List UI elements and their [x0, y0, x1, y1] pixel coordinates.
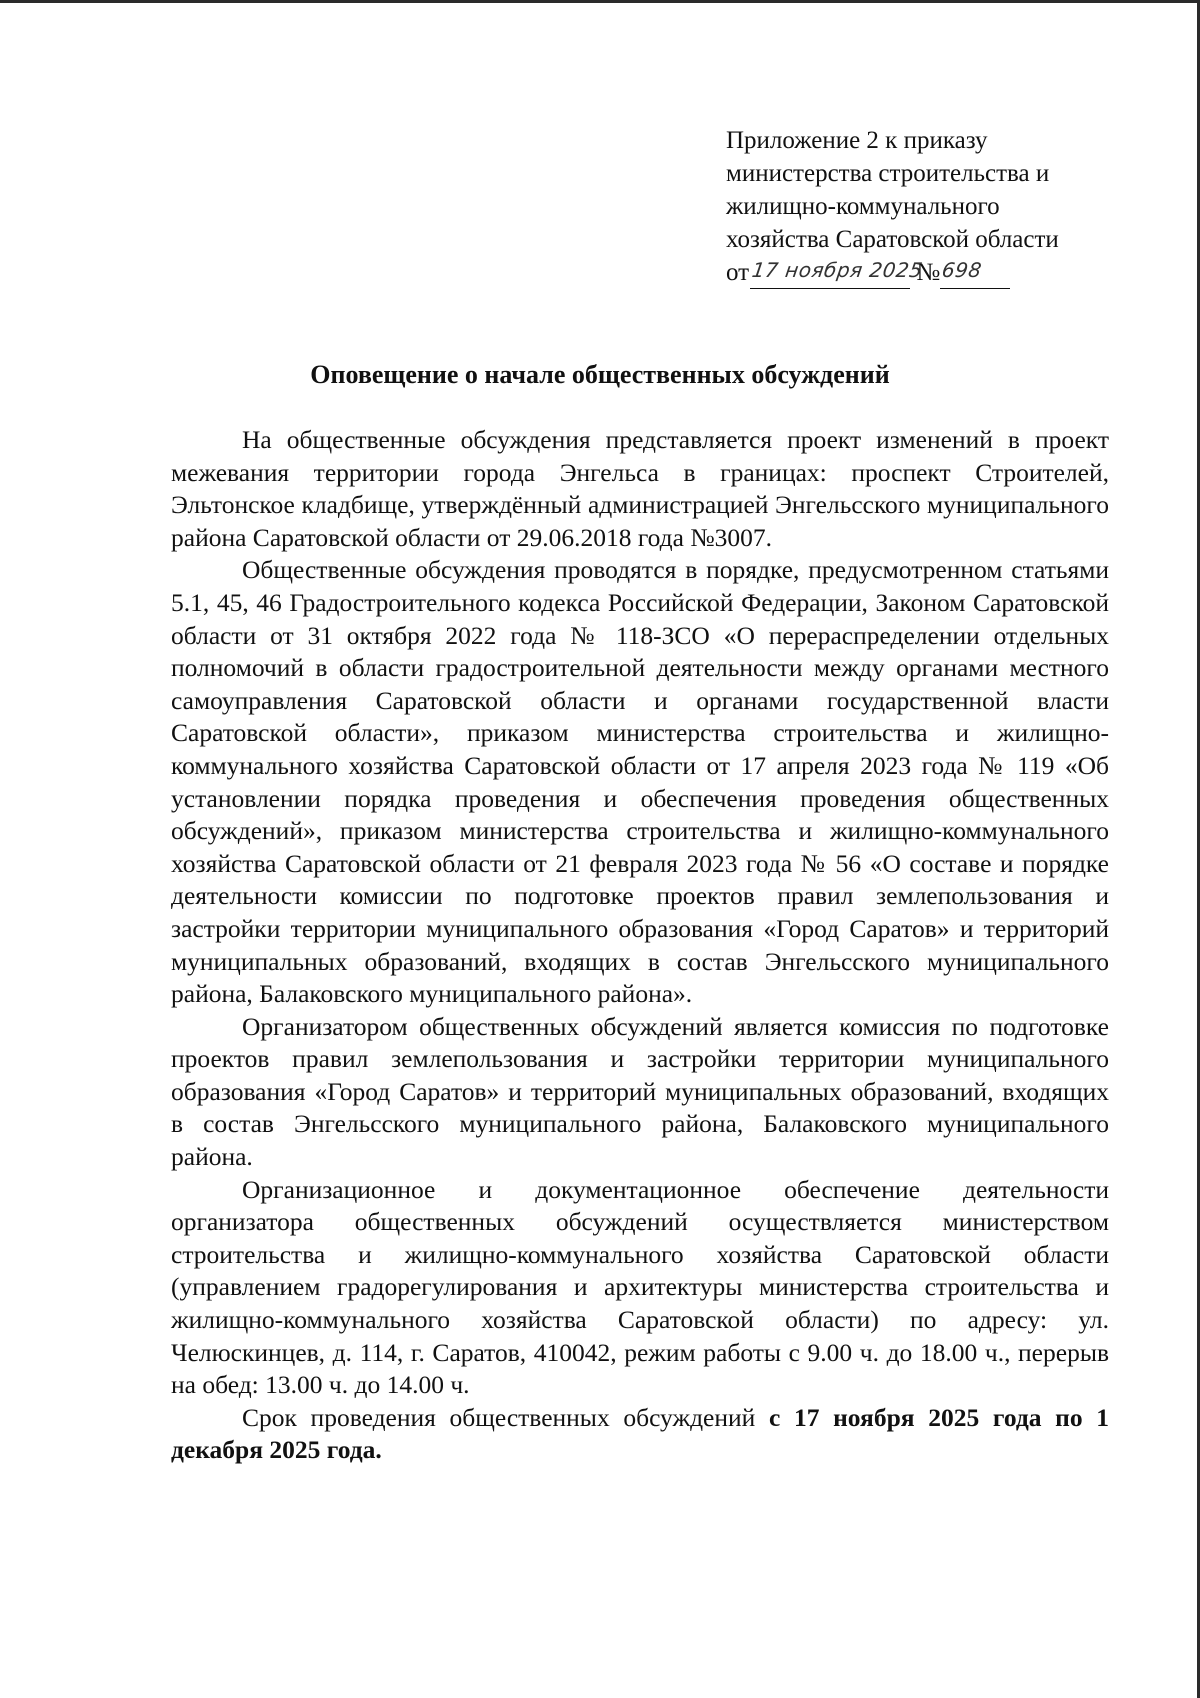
paragraph-1: На общественные обсуждения представляется проект изменений в проект межевания территории города Энгельса в границах: проспект Строителей, Эльтонское кладбище, утверждённый администрацией Энгельсского муниципального района Саратовской области от 29.06.2018 года №3007.: [171, 425, 1109, 552]
paragraph-5: [171, 1402, 1109, 1467]
appendix-line-3: жилищно-коммунального: [726, 193, 1000, 220]
scan-edge-top: [0, 0, 1200, 3]
order-number-field: [940, 258, 1010, 289]
appendix-line-1: Приложение 2 к приказу: [726, 127, 988, 154]
paragraph-3: Организатором общественных обсуждений является комиссия по подготовке проектов правил землепользования и застройки территории муниципального образования «Город Саратов» и территорий муниципальных образований, входящих в состав Энгельсского муниципального района, Балаковского муниципального района.: [171, 1011, 1109, 1172]
appendix-line-4: хозяйства Саратовской области: [726, 226, 1059, 253]
order-date-field: [750, 258, 925, 289]
appendix-line-2: министерства строительства и: [726, 160, 1050, 187]
from-label: от: [726, 259, 750, 286]
paragraph-4: Организационное и документационное обеспечение деятельности организатора общественных обсуждений осуществляется министерством строительства и жилищно-коммунального хозяйства Саратовской области (управлением градорегулирования и архитектуры министерства строительства и жилищно-коммунального хозяйства Саратовской области) по адресу: ул. Челюскинцев, д. 114, г. Саратов, 410042, режим работы с 9.00 ч. до 18.00 ч., перерыв на обед: 13.00 ч. до 14.00 ч.: [171, 1174, 1109, 1400]
number-label: №: [916, 259, 941, 286]
handwritten-date: 17 ноября 2025: [750, 258, 925, 282]
document-title: Оповещение о начале общественных обсуждений: [310, 360, 890, 389]
handwritten-number: 698: [940, 258, 984, 282]
order-date-number-line: [726, 256, 1166, 289]
discussion-period: с 17 ноября 2025 года по 1 декабря 2025 года: [171, 1402, 1109, 1465]
paragraph-5-end: .: [375, 1435, 382, 1465]
document-body: [171, 424, 1109, 1467]
appendix-header: [726, 124, 1166, 289]
paragraph-5-lead: Срок проведения общественных обсуждений: [242, 1402, 769, 1432]
paragraph-2: Общественные обсуждения проводятся в порядке, предусмотренном статьями 5.1, 45, 46 Градостроительного кодекса Российской Федерации, Законом Саратовской области от 31 октября 2022 года № 118-ЗСО «О перераспределении отдельных полномочий в области градостроительной деятельности между органами местного самоуправления Саратовской области и органами государственной власти Саратовской области», приказом министерства строительства и жилищно-коммунального хозяйства Саратовской области от 17 апреля 2023 года № 119 «Об установлении порядка проведения и обеспечения проведения общественных обсуждений», приказом министерства строительства и жилищно-коммунального хозяйства Саратовской области от 21 февраля 2023 года № 56 «О составе и порядке деятельности комиссии по подготовке проектов правил землепользования и застройки территории муниципального образования «Город Саратов» и территорий муниципальных образований, входящих в состав Энгельсского муниципального района, Балаковского муниципального района».: [171, 555, 1109, 1009]
